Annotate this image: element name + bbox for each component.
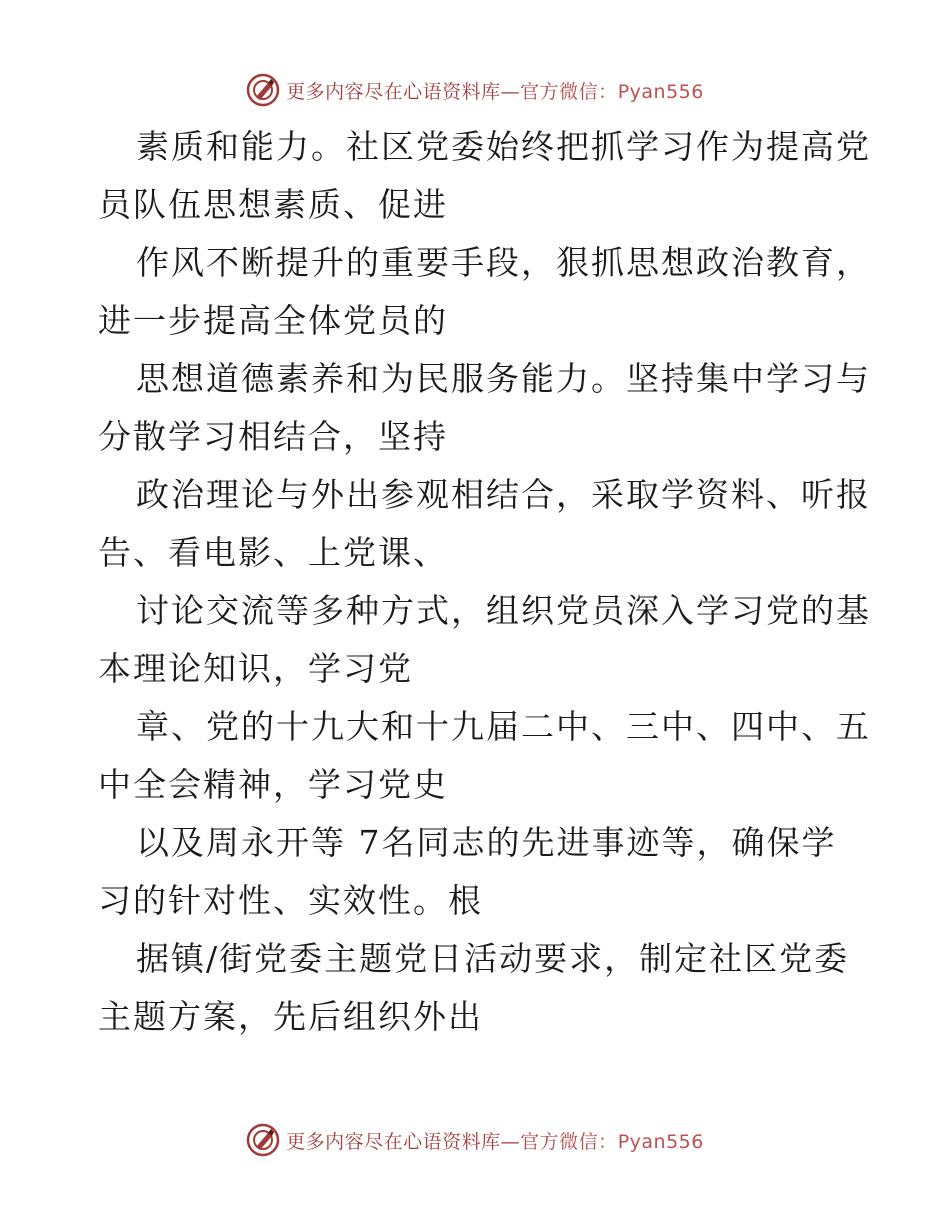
footer-banner-main: 更多内容尽在心语资料库 [286, 1130, 501, 1153]
logo-icon [246, 73, 280, 107]
paragraph-line-1: 素质和能力。社区党委始终把抓学习作为提高党 [136, 127, 871, 166]
paragraph-line-2: 本理论知识，学习党 [98, 649, 413, 688]
paragraph [98, 350, 871, 466]
paragraph-line-1: 政治理论与外出参观相结合，采取学资料、听报 [136, 475, 871, 514]
paragraph [98, 698, 871, 814]
header-banner-sep: — [500, 80, 521, 103]
paragraph-line-1: 思想道德素养和为民服务能力。坚持集中学习与 [136, 359, 871, 398]
footer-banner-sep: — [500, 1130, 521, 1153]
paragraph [98, 466, 871, 582]
paragraph [98, 582, 871, 698]
document-body [98, 118, 871, 1046]
paragraph-line-1: 据镇/街党委主题党日活动要求，制定社区党委 [136, 939, 850, 978]
paragraph-line-2: 中全会精神，学习党史 [98, 765, 448, 804]
header-banner-main: 更多内容尽在心语资料库 [286, 80, 501, 103]
paragraph [98, 234, 871, 350]
paragraph [98, 814, 858, 930]
paragraph-line-2: 习的针对性、实效性。根 [98, 881, 483, 920]
paragraph-line-1: 以及周永开等 7名同志的先进事迹等，确保学 [136, 823, 837, 862]
footer-banner [0, 1120, 950, 1160]
paragraph-line-1: 讨论交流等多种方式，组织党员深入学习党的基 [136, 591, 871, 630]
paragraph-line-2: 主题方案，先后组织外出 [98, 997, 483, 1036]
paragraph [98, 118, 871, 234]
paragraph [98, 930, 858, 1046]
logo-icon [246, 1123, 280, 1157]
paragraph-line-2: 员队伍思想素质、促进 [98, 185, 448, 224]
header-wx-label: 官方微信： [520, 80, 618, 103]
paragraph-line-1: 作风不断提升的重要手段，狠抓思想政治教育， [136, 243, 871, 282]
header-wx-id: Pyan556 [617, 80, 704, 103]
paragraph-line-2: 进一步提高全体党员的 [98, 301, 448, 340]
paragraph-line-2: 分散学习相结合，坚持 [98, 417, 448, 456]
paragraph-line-2: 告、看电影、上党课、 [98, 533, 448, 572]
footer-wx-id: Pyan556 [617, 1130, 704, 1153]
header-banner-text [286, 77, 704, 104]
header-banner [0, 70, 950, 110]
footer-banner-text [286, 1127, 704, 1154]
paragraph-line-1: 章、党的十九大和十九届二中、三中、四中、五 [136, 707, 871, 746]
footer-wx-label: 官方微信： [520, 1130, 618, 1153]
